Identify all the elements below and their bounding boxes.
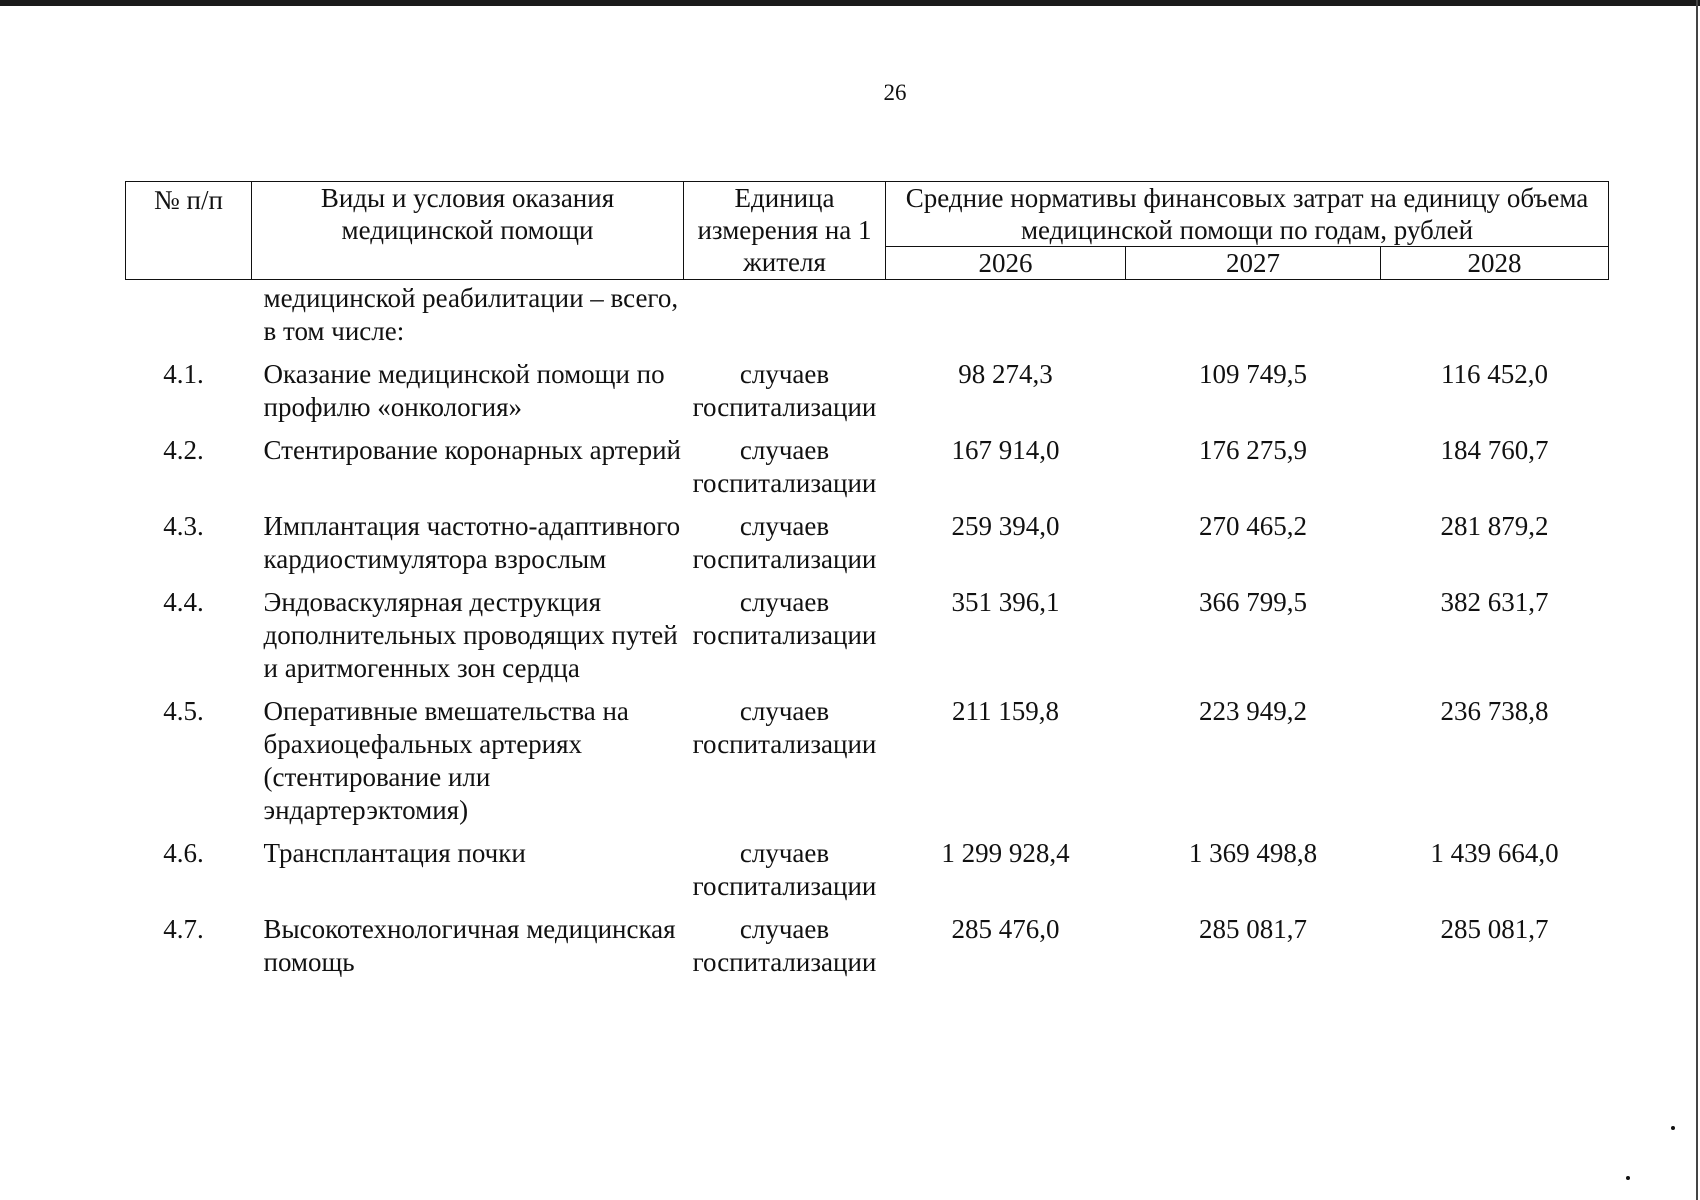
financial-norms-table xyxy=(125,181,1609,989)
table-body xyxy=(126,280,1609,990)
row-name: Трансплантация почки xyxy=(263,838,526,868)
scan-speck xyxy=(1671,1126,1675,1130)
row-value-2027: 176 275,9 xyxy=(1199,435,1307,465)
header-kind: Виды и условия оказания медицинской помощи xyxy=(252,182,684,280)
row-value-2028: 184 760,7 xyxy=(1440,435,1549,465)
row-value-2028: 1 439 664,0 xyxy=(1430,838,1559,868)
row-number: 4.2. xyxy=(163,435,204,465)
row-name: Оперативные вмешательства на брахиоцефальных артериях (стентирование или эндартерэктомия) xyxy=(263,696,629,825)
continuation-text: медицинской реабилитации – всего, в том числе: xyxy=(263,283,679,346)
table-row xyxy=(126,586,1609,695)
scan-speck xyxy=(1626,1176,1630,1180)
row-value-2027: 270 465,2 xyxy=(1199,511,1307,541)
row-unit: случаев госпитализации xyxy=(692,587,877,650)
header-year-2026: 2026 xyxy=(886,247,1126,280)
row-value-2026: 259 394,0 xyxy=(951,511,1060,541)
row-unit: случаев госпитализации xyxy=(692,914,877,977)
table-row xyxy=(126,434,1609,510)
row-value-2026: 351 396,1 xyxy=(951,587,1060,617)
row-value-2027: 366 799,5 xyxy=(1199,587,1307,617)
row-value-2028: 116 452,0 xyxy=(1441,359,1548,389)
row-unit: случаев госпитализации xyxy=(692,435,877,498)
scan-top-border xyxy=(0,0,1700,6)
row-value-2026: 1 299 928,4 xyxy=(941,838,1070,868)
table-row xyxy=(126,695,1609,837)
table-header xyxy=(126,182,1609,280)
row-number: 4.1. xyxy=(163,359,204,389)
row-number: 4.7. xyxy=(163,914,204,944)
row-value-2026: 98 274,3 xyxy=(958,359,1053,389)
row-value-2028: 281 879,2 xyxy=(1440,511,1549,541)
row-value-2027: 109 749,5 xyxy=(1199,359,1307,389)
row-value-2028: 382 631,7 xyxy=(1440,587,1549,617)
row-value-2027: 1 369 498,8 xyxy=(1188,838,1318,868)
row-name: Оказание медицинской помощи по профилю «онкология» xyxy=(263,359,665,422)
row-unit: случаев госпитализации xyxy=(692,511,877,574)
table-row xyxy=(126,837,1609,913)
table-row xyxy=(126,913,1609,989)
row-name: Стентирование коронарных артерий xyxy=(263,435,681,465)
row-name: Эндоваскулярная деструкция дополнительных проводящих путей и аритмогенных зон сердца xyxy=(263,587,678,683)
row-number: 4.5. xyxy=(163,696,204,726)
header-group: Средние нормативы финансовых затрат на единицу объема медицинской помощи по годам, рублей xyxy=(886,182,1609,247)
row-value-2028: 236 738,8 xyxy=(1440,696,1549,726)
row-value-2027: 285 081,7 xyxy=(1199,914,1307,944)
table-row-continuation xyxy=(126,280,1609,359)
row-value-2026: 285 476,0 xyxy=(951,914,1060,944)
row-value-2026: 167 914,0 xyxy=(951,435,1060,465)
table-row xyxy=(126,510,1609,586)
row-value-2028: 285 081,7 xyxy=(1440,914,1549,944)
row-number: 4.6. xyxy=(163,838,204,868)
row-number: 4.3. xyxy=(163,511,204,541)
row-unit: случаев госпитализации xyxy=(692,838,877,901)
row-name: Высокотехнологичная медицинская помощь xyxy=(263,914,676,977)
row-unit: случаев госпитализации xyxy=(692,696,877,759)
header-unit: Единица измерения на 1 жителя xyxy=(684,182,886,280)
row-name: Имплантация частотно-адаптивного кардиостимулятора взрослым xyxy=(263,511,681,574)
row-unit: случаев госпитализации xyxy=(692,359,877,422)
scan-right-edge xyxy=(1696,0,1698,1200)
row-number: 4.4. xyxy=(163,587,204,617)
row-value-2026: 211 159,8 xyxy=(952,696,1059,726)
header-year-2028: 2028 xyxy=(1381,247,1609,280)
header-year-2027: 2027 xyxy=(1126,247,1381,280)
page-number: 26 xyxy=(883,80,907,105)
row-value-2027: 223 949,2 xyxy=(1199,696,1307,726)
header-number: № п/п xyxy=(126,182,252,280)
table-row xyxy=(126,358,1609,434)
